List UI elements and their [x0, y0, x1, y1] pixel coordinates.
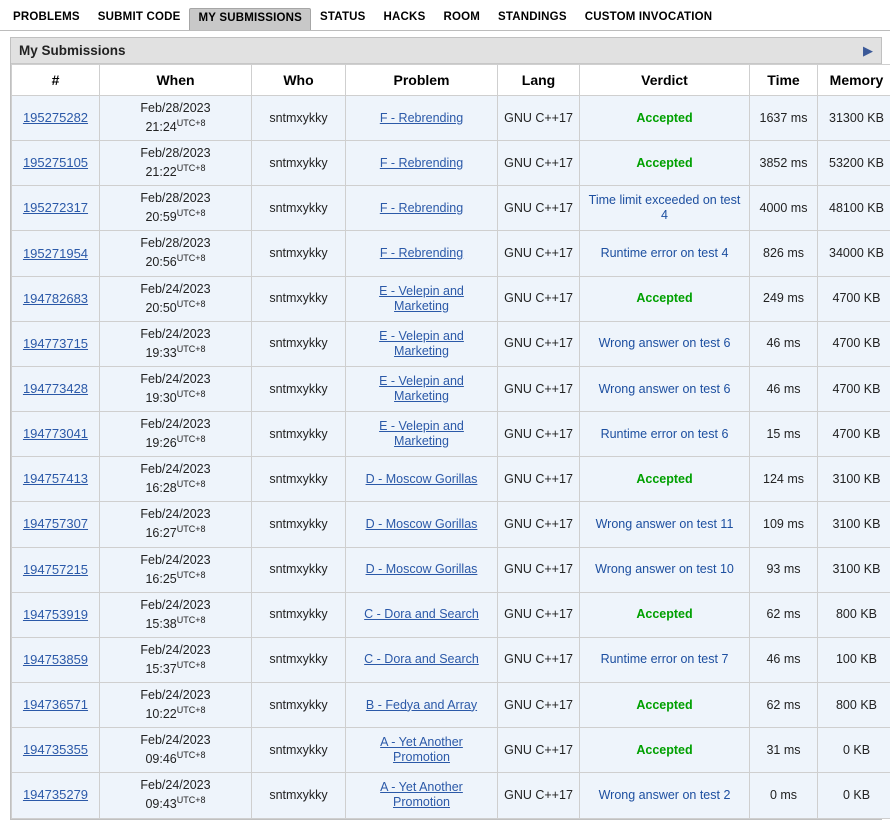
submission-date: Feb/28/2023 — [140, 101, 210, 115]
language-cell: GNU C++17 — [498, 186, 580, 231]
memory-cell: 4700 KB — [818, 412, 890, 457]
verdict-cell — [580, 321, 750, 366]
submission-date: Feb/24/2023 — [140, 327, 210, 341]
submission-id-cell — [12, 366, 100, 411]
submission-clock-time: 15:37 — [145, 662, 176, 676]
problem-cell — [346, 321, 498, 366]
problem-link[interactable]: A - Yet Another Promotion — [380, 780, 463, 809]
verdict-cell — [580, 592, 750, 637]
submission-date: Feb/24/2023 — [140, 688, 210, 702]
author-cell[interactable]: sntmxykky — [252, 457, 346, 502]
submission-id-cell — [12, 773, 100, 818]
problem-cell — [346, 637, 498, 682]
submission-id-link[interactable]: 194735355 — [23, 742, 88, 757]
submission-timezone: UTC+8 — [177, 389, 206, 399]
submission-id-link[interactable]: 195275105 — [23, 155, 88, 170]
submission-id-cell — [12, 141, 100, 186]
verdict-cell — [580, 457, 750, 502]
submission-time-cell — [100, 502, 252, 547]
submission-date: Feb/28/2023 — [140, 236, 210, 250]
execution-time-cell: 62 ms — [750, 683, 818, 728]
problem-cell — [346, 366, 498, 411]
table-row — [12, 276, 890, 321]
author-cell[interactable]: sntmxykky — [252, 728, 346, 773]
submission-id-link[interactable]: 195272317 — [23, 200, 88, 215]
table-row — [12, 96, 890, 141]
submission-id-cell — [12, 637, 100, 682]
submission-date: Feb/24/2023 — [140, 417, 210, 431]
submission-time-cell — [100, 366, 252, 411]
language-cell: GNU C++17 — [498, 231, 580, 276]
submission-clock-time: 20:59 — [145, 210, 176, 224]
verdict-text[interactable]: Wrong answer on test 6 — [599, 336, 731, 350]
submission-date: Feb/24/2023 — [140, 462, 210, 476]
column-header-lang: Lang — [498, 65, 580, 96]
submission-date: Feb/24/2023 — [140, 553, 210, 567]
execution-time-cell: 109 ms — [750, 502, 818, 547]
problem-link[interactable]: F - Rebrending — [380, 246, 463, 260]
submission-id-cell — [12, 96, 100, 141]
submission-clock-time: 16:27 — [145, 527, 176, 541]
execution-time-cell: 46 ms — [750, 366, 818, 411]
verdict-text[interactable]: Wrong answer on test 6 — [599, 382, 731, 396]
column-header-: # — [12, 65, 100, 96]
submission-time-cell — [100, 637, 252, 682]
problem-cell — [346, 141, 498, 186]
submission-time-cell — [100, 231, 252, 276]
table-row — [12, 592, 890, 637]
submission-id-cell — [12, 412, 100, 457]
submission-id-link[interactable]: 194773715 — [23, 336, 88, 351]
language-cell: GNU C++17 — [498, 141, 580, 186]
problem-cell — [346, 728, 498, 773]
language-cell: GNU C++17 — [498, 502, 580, 547]
execution-time-cell: 4000 ms — [750, 186, 818, 231]
submission-timezone: UTC+8 — [177, 705, 206, 715]
submission-id-cell — [12, 592, 100, 637]
verdict-text[interactable]: Accepted — [636, 291, 692, 305]
memory-cell: 0 KB — [818, 728, 890, 773]
language-cell: GNU C++17 — [498, 547, 580, 592]
memory-cell: 100 KB — [818, 637, 890, 682]
table-row — [12, 683, 890, 728]
submission-timezone: UTC+8 — [177, 570, 206, 580]
execution-time-cell: 124 ms — [750, 457, 818, 502]
submission-date: Feb/28/2023 — [140, 191, 210, 205]
author-cell[interactable]: sntmxykky — [252, 141, 346, 186]
language-cell: GNU C++17 — [498, 683, 580, 728]
memory-cell: 53200 KB — [818, 141, 890, 186]
submission-id-link[interactable]: 194757215 — [23, 562, 88, 577]
submission-time-cell — [100, 321, 252, 366]
submission-id-link[interactable]: 194753919 — [23, 607, 88, 622]
table-row — [12, 141, 890, 186]
author-cell[interactable]: sntmxykky — [252, 96, 346, 141]
author-cell[interactable]: sntmxykky — [252, 412, 346, 457]
problem-link[interactable]: E - Velepin and Marketing — [379, 419, 464, 448]
verdict-cell — [580, 412, 750, 457]
verdict-cell — [580, 186, 750, 231]
language-cell: GNU C++17 — [498, 457, 580, 502]
memory-cell: 4700 KB — [818, 276, 890, 321]
table-row — [12, 457, 890, 502]
table-row — [12, 502, 890, 547]
execution-time-cell: 93 ms — [750, 547, 818, 592]
author-cell[interactable]: sntmxykky — [252, 231, 346, 276]
execution-time-cell: 62 ms — [750, 592, 818, 637]
submission-date: Feb/24/2023 — [140, 282, 210, 296]
language-cell: GNU C++17 — [498, 366, 580, 411]
problem-cell — [346, 231, 498, 276]
problem-cell — [346, 547, 498, 592]
submission-id-cell — [12, 547, 100, 592]
problem-cell — [346, 683, 498, 728]
problem-link[interactable]: E - Velepin and Marketing — [379, 284, 464, 313]
memory-cell: 3100 KB — [818, 547, 890, 592]
nav-item-room[interactable]: ROOM — [434, 7, 489, 30]
language-cell: GNU C++17 — [498, 321, 580, 366]
language-cell: GNU C++17 — [498, 773, 580, 818]
submission-id-cell — [12, 683, 100, 728]
column-header-who: Who — [252, 65, 346, 96]
submission-id-cell — [12, 276, 100, 321]
language-cell: GNU C++17 — [498, 728, 580, 773]
verdict-text[interactable]: Accepted — [636, 607, 692, 621]
execution-time-cell: 0 ms — [750, 773, 818, 818]
submission-id-link[interactable]: 194773428 — [23, 381, 88, 396]
problem-cell — [346, 457, 498, 502]
table-row — [12, 321, 890, 366]
memory-cell: 3100 KB — [818, 457, 890, 502]
submission-timezone: UTC+8 — [177, 524, 206, 534]
verdict-text[interactable]: Wrong answer on test 10 — [595, 562, 734, 576]
verdict-cell — [580, 773, 750, 818]
submission-id-cell — [12, 231, 100, 276]
submission-clock-time: 16:28 — [145, 481, 176, 495]
column-header-when: When — [100, 65, 252, 96]
submission-clock-time: 19:33 — [145, 346, 176, 360]
submission-timezone: UTC+8 — [177, 118, 206, 128]
problem-link[interactable]: A - Yet Another Promotion — [380, 735, 463, 764]
author-cell[interactable]: sntmxykky — [252, 773, 346, 818]
memory-cell: 800 KB — [818, 592, 890, 637]
submission-time-cell — [100, 412, 252, 457]
verdict-text[interactable]: Runtime error on test 4 — [601, 246, 729, 260]
submission-timezone: UTC+8 — [177, 253, 206, 263]
verdict-cell — [580, 141, 750, 186]
submission-clock-time: 19:26 — [145, 436, 176, 450]
author-cell[interactable]: sntmxykky — [252, 276, 346, 321]
verdict-text[interactable]: Accepted — [636, 111, 692, 125]
nav-item-custom-invocation[interactable]: CUSTOM INVOCATION — [576, 7, 722, 30]
submission-clock-time: 19:30 — [145, 391, 176, 405]
submission-clock-time: 16:25 — [145, 572, 176, 586]
verdict-text[interactable]: Accepted — [636, 743, 692, 757]
nav-item-submit-code[interactable]: SUBMIT CODE — [89, 7, 190, 30]
verdict-text[interactable]: Time limit exceeded on test 4 — [589, 193, 741, 222]
submission-time-cell — [100, 547, 252, 592]
execution-time-cell: 31 ms — [750, 728, 818, 773]
language-cell: GNU C++17 — [498, 96, 580, 141]
submission-date: Feb/24/2023 — [140, 507, 210, 521]
submission-date: Feb/24/2023 — [140, 372, 210, 386]
problem-cell — [346, 276, 498, 321]
submission-id-link[interactable]: 194782683 — [23, 291, 88, 306]
submission-time-cell — [100, 773, 252, 818]
submission-date: Feb/24/2023 — [140, 733, 210, 747]
submission-timezone: UTC+8 — [177, 660, 206, 670]
submission-clock-time: 20:50 — [145, 301, 176, 315]
table-row — [12, 412, 890, 457]
verdict-cell — [580, 96, 750, 141]
problem-link[interactable]: E - Velepin and Marketing — [379, 374, 464, 403]
author-cell[interactable]: sntmxykky — [252, 592, 346, 637]
problem-link[interactable]: B - Fedya and Array — [366, 698, 477, 712]
author-cell[interactable]: sntmxykky — [252, 683, 346, 728]
verdict-text[interactable]: Accepted — [636, 156, 692, 170]
problem-cell — [346, 186, 498, 231]
submission-timezone: UTC+8 — [177, 163, 206, 173]
submission-id-link[interactable]: 194773041 — [23, 426, 88, 441]
verdict-cell — [580, 637, 750, 682]
nav-item-standings[interactable]: STANDINGS — [489, 7, 576, 30]
column-header-verdict: Verdict — [580, 65, 750, 96]
problem-cell — [346, 502, 498, 547]
submission-timezone: UTC+8 — [177, 434, 206, 444]
verdict-text[interactable]: Runtime error on test 6 — [601, 427, 729, 441]
submission-clock-time: 10:22 — [145, 707, 176, 721]
execution-time-cell: 46 ms — [750, 321, 818, 366]
submission-time-cell — [100, 457, 252, 502]
verdict-cell — [580, 728, 750, 773]
submission-id-link[interactable]: 194736571 — [23, 697, 88, 712]
submission-timezone: UTC+8 — [177, 479, 206, 489]
problem-link[interactable]: E - Velepin and Marketing — [379, 329, 464, 358]
nav-item-problems[interactable]: PROBLEMS — [4, 7, 89, 30]
submission-id-link[interactable]: 195271954 — [23, 246, 88, 261]
memory-cell: 800 KB — [818, 683, 890, 728]
verdict-text[interactable]: Accepted — [636, 698, 692, 712]
submission-clock-time: 21:22 — [145, 165, 176, 179]
table-body — [12, 96, 890, 819]
verdict-text[interactable]: Runtime error on test 7 — [601, 652, 729, 666]
problem-link[interactable]: F - Rebrending — [380, 111, 463, 125]
problem-cell — [346, 96, 498, 141]
execution-time-cell: 15 ms — [750, 412, 818, 457]
memory-cell: 4700 KB — [818, 321, 890, 366]
verdict-text[interactable]: Wrong answer on test 2 — [599, 788, 731, 802]
memory-cell: 31300 KB — [818, 96, 890, 141]
memory-cell: 4700 KB — [818, 366, 890, 411]
submission-timezone: UTC+8 — [177, 750, 206, 760]
submissions-table — [11, 64, 890, 819]
author-cell[interactable]: sntmxykky — [252, 366, 346, 411]
submission-date: Feb/24/2023 — [140, 643, 210, 657]
submission-id-cell — [12, 186, 100, 231]
language-cell: GNU C++17 — [498, 412, 580, 457]
language-cell: GNU C++17 — [498, 276, 580, 321]
problem-link[interactable]: F - Rebrending — [380, 201, 463, 215]
verdict-cell — [580, 231, 750, 276]
verdict-text[interactable]: Accepted — [636, 472, 692, 486]
author-cell[interactable]: sntmxykky — [252, 186, 346, 231]
table-row — [12, 773, 890, 818]
panel-header — [11, 38, 881, 64]
verdict-cell — [580, 366, 750, 411]
column-header-problem: Problem — [346, 65, 498, 96]
execution-time-cell: 46 ms — [750, 637, 818, 682]
execution-time-cell: 826 ms — [750, 231, 818, 276]
submission-date: Feb/24/2023 — [140, 598, 210, 612]
submission-id-link[interactable]: 194735279 — [23, 787, 88, 802]
submission-time-cell — [100, 592, 252, 637]
expand-arrow-icon[interactable]: ▶ — [863, 44, 873, 57]
submission-timezone: UTC+8 — [177, 208, 206, 218]
verdict-cell — [580, 683, 750, 728]
page-title: My Submissions — [19, 43, 126, 58]
submission-time-cell — [100, 276, 252, 321]
table-row — [12, 547, 890, 592]
language-cell: GNU C++17 — [498, 592, 580, 637]
author-cell[interactable]: sntmxykky — [252, 637, 346, 682]
my-submissions-panel — [10, 37, 882, 820]
submission-id-link[interactable]: 194757307 — [23, 516, 88, 531]
table-row — [12, 728, 890, 773]
column-header-memory: Memory — [818, 65, 890, 96]
submission-time-cell — [100, 186, 252, 231]
verdict-cell — [580, 276, 750, 321]
problem-link[interactable]: D - Moscow Gorillas — [366, 517, 478, 531]
submission-date: Feb/24/2023 — [140, 778, 210, 792]
nav-item-hacks[interactable]: HACKS — [375, 7, 435, 30]
submission-id-link[interactable]: 195275282 — [23, 110, 88, 125]
submission-timezone: UTC+8 — [177, 299, 206, 309]
author-cell[interactable]: sntmxykky — [252, 547, 346, 592]
submission-clock-time: 09:43 — [145, 798, 176, 812]
submission-date: Feb/28/2023 — [140, 146, 210, 160]
verdict-cell — [580, 547, 750, 592]
verdict-cell — [580, 502, 750, 547]
problem-link[interactable]: F - Rebrending — [380, 156, 463, 170]
table-row — [12, 231, 890, 276]
verdict-text[interactable]: Wrong answer on test 11 — [596, 517, 734, 531]
column-header-time: Time — [750, 65, 818, 96]
nav-item-my-submissions[interactable]: MY SUBMISSIONS — [189, 8, 311, 30]
table-header-row — [12, 65, 890, 96]
author-cell[interactable]: sntmxykky — [252, 321, 346, 366]
problem-cell — [346, 773, 498, 818]
submission-id-link[interactable]: 194757413 — [23, 471, 88, 486]
memory-cell: 34000 KB — [818, 231, 890, 276]
submission-time-cell — [100, 96, 252, 141]
submission-clock-time: 09:46 — [145, 752, 176, 766]
execution-time-cell: 249 ms — [750, 276, 818, 321]
language-cell: GNU C++17 — [498, 637, 580, 682]
submission-time-cell — [100, 683, 252, 728]
submission-timezone: UTC+8 — [177, 615, 206, 625]
submission-time-cell — [100, 141, 252, 186]
memory-cell: 3100 KB — [818, 502, 890, 547]
memory-cell: 48100 KB — [818, 186, 890, 231]
table-row — [12, 186, 890, 231]
submission-time-cell — [100, 728, 252, 773]
submission-timezone: UTC+8 — [177, 344, 206, 354]
problem-link[interactable]: D - Moscow Gorillas — [366, 472, 478, 486]
submission-timezone: UTC+8 — [177, 795, 206, 805]
submission-id-cell — [12, 502, 100, 547]
submission-id-cell — [12, 728, 100, 773]
nav-item-status[interactable]: STATUS — [311, 7, 375, 30]
submission-id-cell — [12, 321, 100, 366]
memory-cell: 0 KB — [818, 773, 890, 818]
submission-clock-time: 15:38 — [145, 617, 176, 631]
execution-time-cell: 3852 ms — [750, 141, 818, 186]
submission-clock-time: 20:56 — [145, 256, 176, 270]
problem-link[interactable]: C - Dora and Search — [364, 652, 479, 666]
problem-link[interactable]: C - Dora and Search — [364, 607, 479, 621]
submission-clock-time: 21:24 — [145, 120, 176, 134]
problem-cell — [346, 412, 498, 457]
table-row — [12, 366, 890, 411]
table-row — [12, 637, 890, 682]
problem-link[interactable]: D - Moscow Gorillas — [366, 562, 478, 576]
main-navigation — [0, 0, 890, 31]
submission-id-link[interactable]: 194753859 — [23, 652, 88, 667]
problem-cell — [346, 592, 498, 637]
execution-time-cell: 1637 ms — [750, 96, 818, 141]
author-cell[interactable]: sntmxykky — [252, 502, 346, 547]
submission-id-cell — [12, 457, 100, 502]
